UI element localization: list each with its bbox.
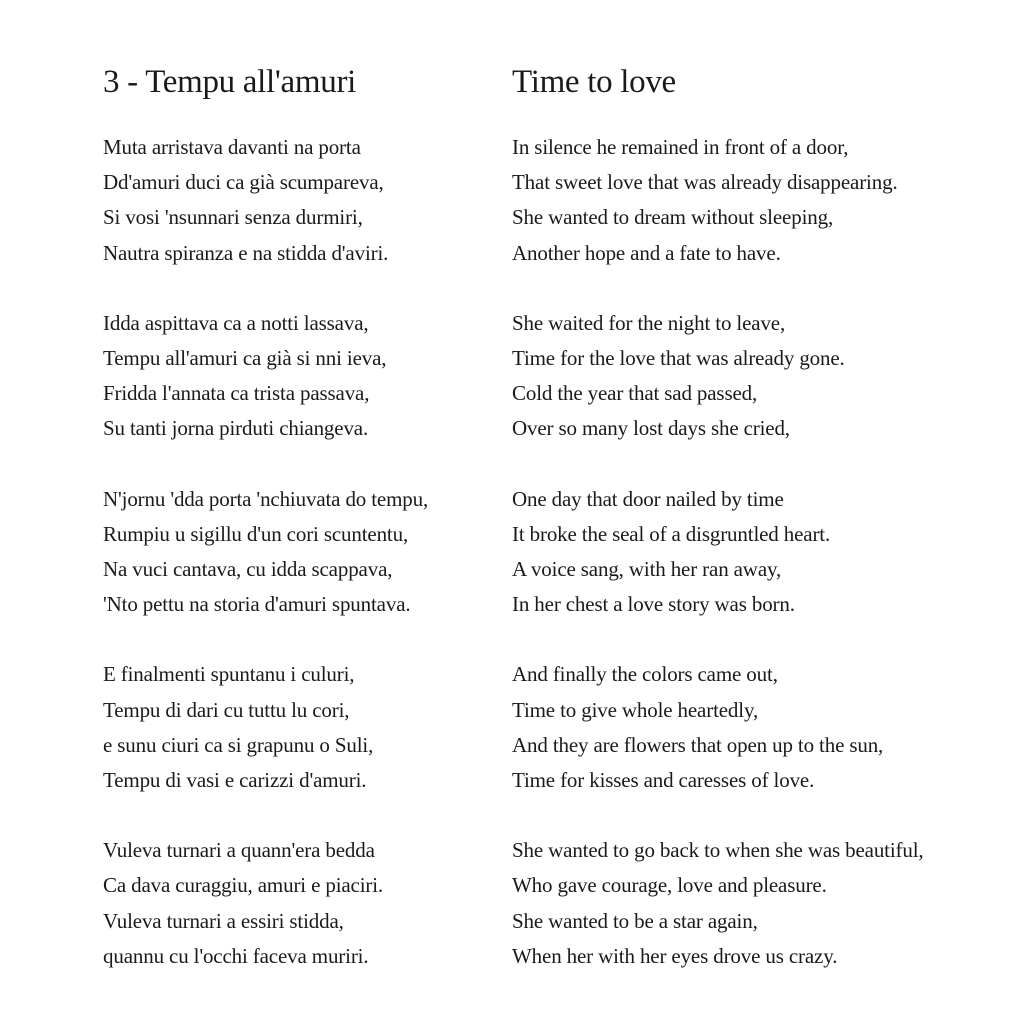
stanza (512, 306, 924, 447)
verse-line: Time to give whole heartedly, (512, 697, 759, 722)
sicilian-stanzas (103, 130, 428, 1009)
verse-line: In her chest a love story was born. (512, 592, 795, 617)
stanza (103, 833, 428, 974)
verse-line: In silence he remained in front of a door, (512, 135, 849, 159)
verse-line: Over so many lost days she cried, (512, 416, 790, 441)
verse-line: That sweet love that was already disappearing. (512, 170, 898, 195)
english-title: Time to love (512, 64, 676, 100)
verse-line: Si vosi 'nsunnari senza durmiri, (103, 205, 363, 230)
verse-line: Fridda l'annata ca trista passava, (103, 381, 370, 406)
verse-line: Vuleva turnari a quann'era bedda (103, 838, 375, 863)
verse-line: Tempu all'amuri ca già si nni ieva, (103, 346, 387, 371)
stanza (103, 657, 428, 798)
verse-line: And finally the colors came out, (512, 662, 778, 687)
verse-line: And they are flowers that open up to the sun, (512, 732, 884, 757)
verse-line: Tempu di dari cu tuttu lu cori, (103, 697, 350, 722)
stanza (512, 657, 924, 798)
verse-line: She waited for the night to leave, (512, 310, 786, 335)
verse-line: Time for kisses and caresses of love. (512, 768, 815, 793)
verse-line: Nautra spiranza e na stidda d'aviri. (103, 240, 389, 265)
sicilian-title: 3 - Tempu all'amuri (103, 64, 357, 100)
verse-line: When her with her eyes drove us crazy. (512, 943, 838, 968)
verse-line: 'Nto pettu na storia d'amuri spuntava. (103, 592, 411, 617)
verse-line: She wanted to go back to when she was beautiful, (512, 838, 924, 863)
verse-line: Idda aspittava ca a notti lassava, (103, 310, 369, 335)
stanza (103, 306, 428, 447)
verse-line: It broke the seal of a disgruntled heart. (512, 521, 831, 546)
verse-line: e sunu ciuri ca si grapunu o Suli, (103, 732, 374, 757)
verse-line: N'jornu 'dda porta 'nchiuvata do tempu, (103, 486, 429, 511)
stanza (103, 482, 428, 623)
verse-line: Who gave courage, love and pleasure. (512, 873, 827, 898)
verse-line: She wanted to dream without sleeping, (512, 205, 834, 230)
verse-line: A voice sang, with her ran away, (512, 557, 782, 582)
verse-line: Tempu di vasi e carizzi d'amuri. (103, 768, 367, 793)
verse-line: Rumpiu u sigillu d'un cori scuntentu, (103, 521, 409, 546)
verse-line: Ca dava curaggiu, amuri e piaciri. (103, 873, 384, 898)
verse-line: Vuleva turnari a essiri stidda, (103, 908, 344, 933)
verse-line: quannu cu l'occhi faceva muriri. (103, 943, 369, 968)
verse-line: One day that door nailed by time (512, 486, 784, 511)
verse-line: She wanted to be a star again, (512, 908, 758, 933)
stanza (512, 130, 924, 271)
verse-line: Su tanti jorna pirduti chiangeva. (103, 416, 369, 441)
verse-line: Na vuci cantava, cu idda scappava, (103, 557, 393, 582)
verse-line: E finalmenti spuntanu i culuri, (103, 662, 355, 687)
english-stanzas (512, 130, 924, 1009)
stanza (103, 130, 428, 271)
verse-line: Another hope and a fate to have. (512, 240, 781, 265)
verse-line: Dd'amuri duci ca già scumpareva, (103, 170, 384, 195)
verse-line: Muta arristava davanti na porta (103, 135, 361, 159)
stanza (512, 833, 924, 974)
verse-line: Cold the year that sad passed, (512, 381, 758, 406)
stanza (512, 482, 924, 623)
verse-line: Time for the love that was already gone. (512, 346, 845, 371)
